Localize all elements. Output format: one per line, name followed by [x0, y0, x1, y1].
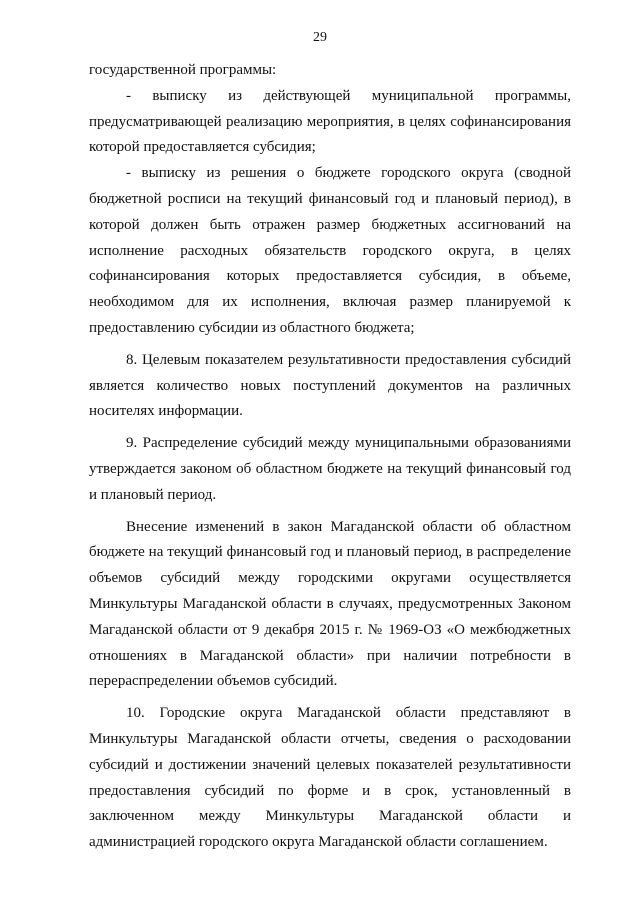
paragraph-amendments: Внесение изменений в закон Магаданской области об областном бюджете на текущий финансовый год и плановый период, в распределение объемов субсидий между городскими округами осуществляется Минкультуры Магаданской области в случаях, предусмотренных Законом Магаданской области от 9 декабря 2015 г. № 1969-ОЗ «О межбюджетных отношениях в Магаданской области» при наличии потребности в перераспределении объемов субсидий.	[89, 518, 571, 690]
document-body	[89, 58, 571, 856]
paragraph-budget-extract: - выписку из решения о бюджете городского округа (сводной бюджетной росписи на текущий финансовый год и плановый период), в которой должен быть отражен размер бюджетных ассигнований на исполнение расходных обязательств городского округа, в целях софинансирования которых предоставляется субсидия, в объеме, необходимом для их исполнения, включая размер планируемой к предоставлению субсидии из областного бюджета;	[89, 165, 571, 336]
paragraph-program-continuation: государственной программы:	[89, 62, 277, 78]
paragraph-item-10: 10. Городские округа Магаданской области представляют в Минкультуры Магаданской области отчеты, сведения о расходовании субсидий и достижении значений целевых показателей результативности предоставления субсидий по форме и в срок, установленный в заключенном между Минкультуры Магаданской области и администрацией городского округа Магаданской области соглашением.	[89, 705, 571, 851]
paragraph-item-8: 8. Целевым показателем результативности предоставления субсидий является количество новых поступлений документов на различных носителях информации.	[89, 351, 571, 420]
paragraph-program-extract: - выписку из действующей муниципальной программы, предусматривающей реализацию мероприятия, в целях софинансирования которой предоставляется субсидия;	[89, 87, 571, 156]
page-number: 29	[313, 30, 327, 45]
paragraph-item-9: 9. Распределение субсидий между муниципальными образованиями утверждается законом об областном бюджете на текущий финансовый год и плановый период.	[89, 435, 571, 503]
